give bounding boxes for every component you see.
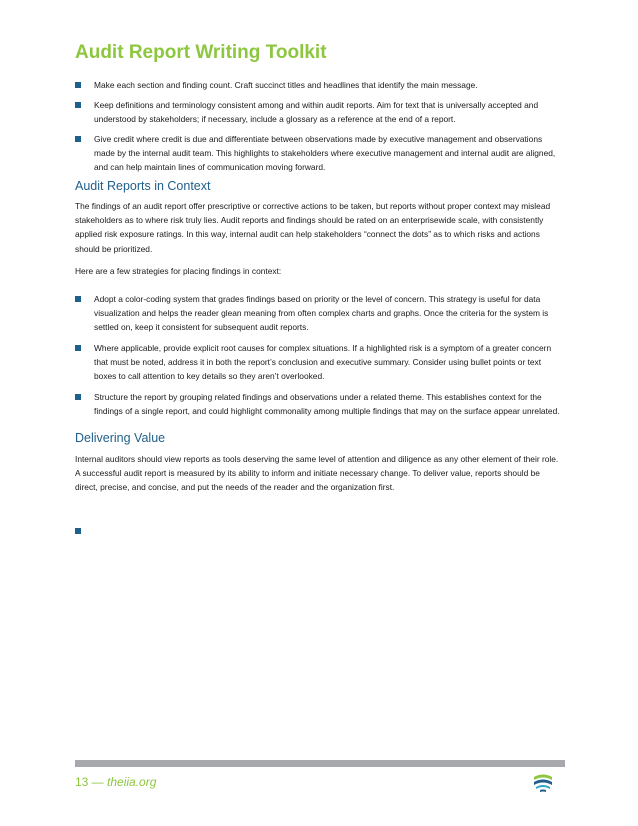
list-item: Where applicable, provide explicit root causes for complex situations. If a highlighted risk is a symptom of a greater concern that must be noted, address it in both the report’s conclusion and executive summary. Consider using bullet points or text boxes to call attention to key details so they aren’t overlooked. <box>75 341 565 383</box>
page-title: Audit Report Writing Toolkit <box>75 42 327 63</box>
square-bullet-icon <box>75 345 81 351</box>
section-heading-delivering-value: Delivering Value <box>75 431 166 445</box>
intro-bullet-list <box>75 78 565 180</box>
list-item: Structure the report by grouping related findings and observations under a related theme. This establishes context for the findings of a single report, and could highlight commonality among multiple findings that may on the surface appear unrelated. <box>75 390 565 418</box>
strategies-bullet-list <box>75 292 565 425</box>
footer <box>75 775 156 789</box>
square-bullet-icon <box>75 296 81 302</box>
section-paragraph: The findings of an audit report offer prescriptive or corrective actions to be taken, but reports without proper context may mislead stakeholders as to where risk truly lies. Audit reports and findings should be rated on an enterprisewide scale, with consistently applied risk exposure ratings. In this way, internal audit can help stakeholders “connect the dots” as to which risks and actions should be prioritized. <box>75 201 551 254</box>
square-bullet-icon <box>75 394 81 400</box>
list-item: Adopt a color-coding system that grades findings based on priority or the level of concern. This strategy is useful for data visualization and helps the reader glean meaning from often complex charts and graphs. Once the criteria for the system is settled on, keep it consistent for subsequent audit reports. <box>75 292 565 334</box>
list-item: Give credit where credit is due and differentiate between observations made by executive management and observations made by the internal audit team. This highlights to stakeholders where executive management and internal audit are aligned, and can help maintain lines of communication moving forward. <box>75 132 565 174</box>
section-paragraph: Internal auditors should view reports as tools deserving the same level of attention and diligence as any other element of their role. A successful audit report is measured by its ability to inform and initiate necessary change. To deliver value, reports should be direct, precise, and concise, and put the needs of the reader and the organization first. <box>75 454 559 493</box>
square-bullet-icon <box>75 82 81 88</box>
page-number: 13 — <box>75 775 104 789</box>
iia-logo-icon <box>532 771 554 793</box>
square-bullet-icon <box>75 528 81 534</box>
footer-divider <box>75 760 565 767</box>
section-paragraph: Here are a few strategies for placing findings in context: <box>75 266 282 276</box>
square-bullet-icon <box>75 136 81 142</box>
square-bullet-icon <box>75 102 81 108</box>
footer-site-link[interactable]: theiia.org <box>107 775 157 789</box>
list-item: Make each section and finding count. Craft succinct titles and headlines that identify the main message. <box>75 78 565 92</box>
list-item: Keep definitions and terminology consistent among and within audit reports. Aim for text that is universally accepted and understood by stakeholders; if necessary, include a glossary as a reference at the end of a report. <box>75 98 565 126</box>
section-heading-audit-reports-in-context: Audit Reports in Context <box>75 179 211 193</box>
